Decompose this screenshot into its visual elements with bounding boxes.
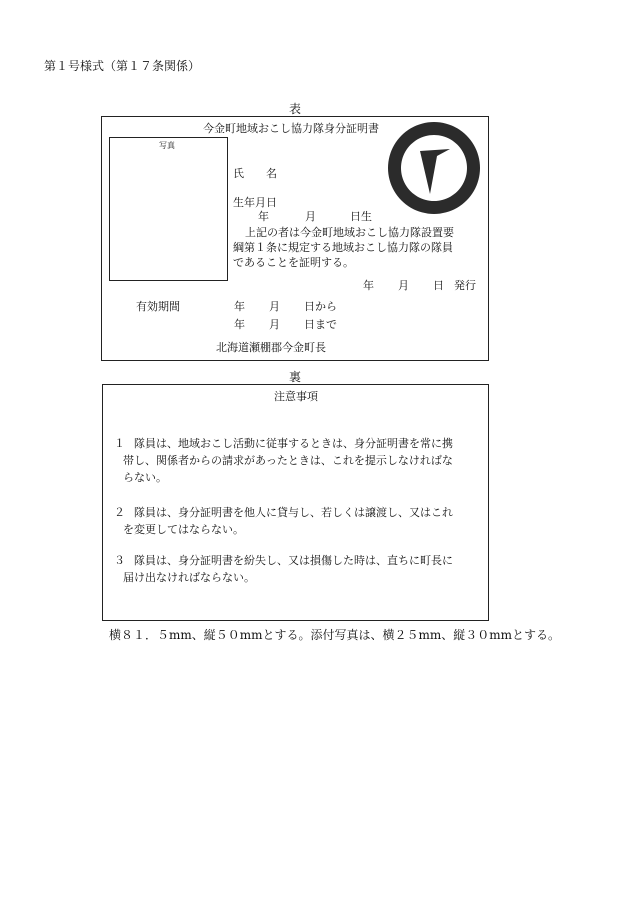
valid-to-year: 年 [234,318,245,331]
photo-label: 写真 [159,141,175,150]
valid-from-year: 年 [234,300,245,313]
notes-title: 注意事項 [274,390,318,403]
note-line: 届け出なければならない。 [123,571,255,584]
issue-day: 日 [433,279,444,292]
validity-label: 有効期間 [136,300,180,313]
valid-from-day: 日から [304,300,337,313]
name-label: 氏 名 [233,167,277,180]
dob-label: 生年月日 [233,196,277,209]
dob-year: 年 [258,210,269,223]
cert-line-2: 綱第１条に規定する地域おこし協力隊の隊員 [233,241,453,254]
card-front [101,116,489,361]
card-back [102,384,489,621]
dob-month: 月 [305,210,316,223]
town-emblem-icon [387,121,481,215]
valid-to-month: 月 [269,318,280,331]
note-line: 帯し、関係者からの請求があったときは、これを提示しなければな [123,454,453,467]
note-number: ３ [114,554,125,567]
note-number: １ [114,437,125,450]
note-line: 隊員は、身分証明書を他人に貸与し、若しくは譲渡し、又はこれ [134,506,453,519]
card-title: 今金町地域おこし協力隊身分証明書 [203,122,379,135]
valid-to-day: 日まで [304,318,337,331]
issue-year: 年 [363,279,374,292]
note-line: 隊員は、地域おこし活動に従事するときは、身分証明書を常に携 [134,437,453,450]
footer-note: 横８１．５mm、縦５０mmとする。添付写真は、横２５mm、縦３０mmとする。 [109,628,561,642]
issue-month: 月 [398,279,409,292]
note-line: を変更してはならない。 [123,523,244,536]
back-label: 裏 [289,370,302,384]
note-line: 隊員は、身分証明書を紛失し、又は損傷した時は、直ちに町長に [134,554,453,567]
cert-line-1: 上記の者は今金町地域おこし協力隊設置要 [245,226,454,239]
form-title: 第１号様式（第１７条関係） [44,59,201,73]
note-line: らない。 [123,471,167,484]
issuer: 北海道瀬棚郡今金町長 [216,341,326,354]
issue-label: 発行 [454,279,476,292]
front-label: 表 [289,102,302,116]
note-number: ２ [114,506,125,519]
photo-box [109,137,228,281]
dob-day: 日生 [350,210,372,223]
valid-from-month: 月 [269,300,280,313]
cert-line-3: であることを証明する。 [233,256,354,269]
